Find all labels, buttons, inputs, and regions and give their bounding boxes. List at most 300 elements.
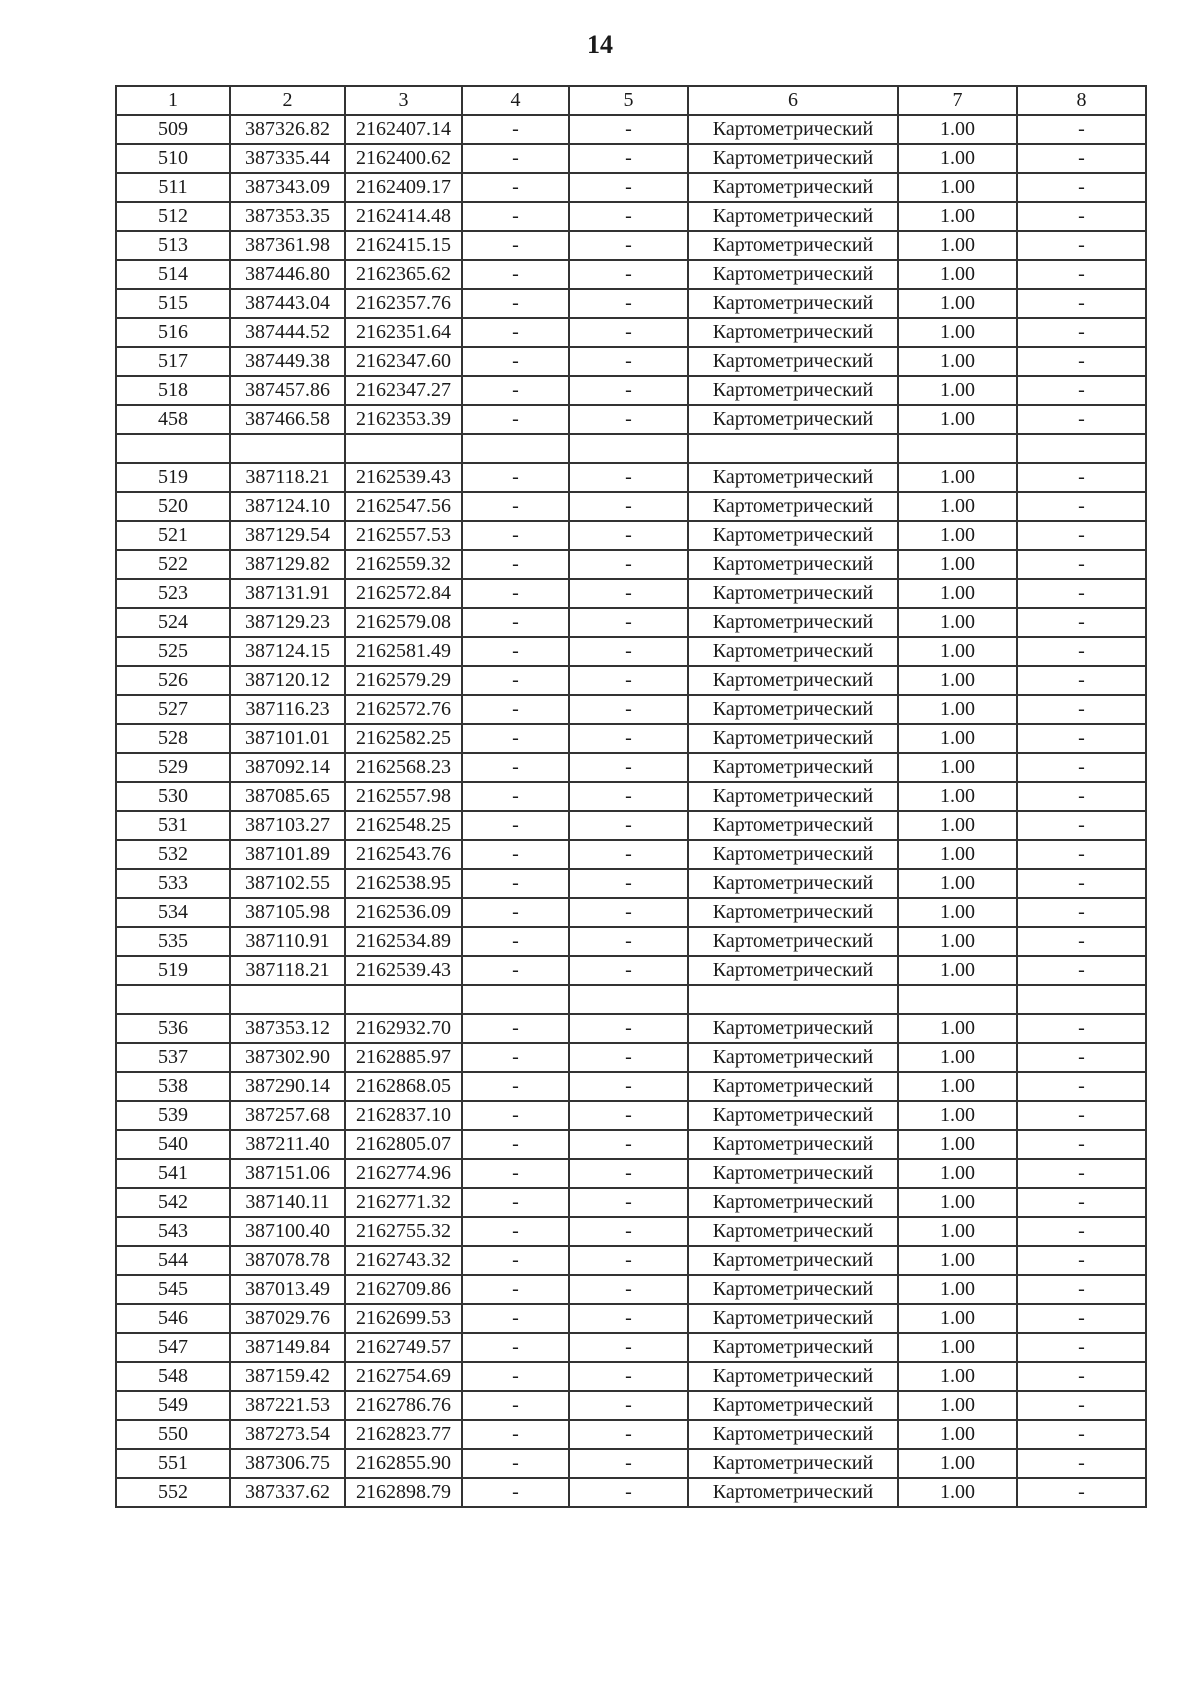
table-cell: - [1017, 956, 1146, 985]
table-cell: - [569, 1159, 688, 1188]
table-cell: - [569, 1130, 688, 1159]
table-cell: - [1017, 927, 1146, 956]
table-cell: 1.00 [898, 1304, 1017, 1333]
table-cell: 519 [116, 463, 230, 492]
table-cell: - [1017, 579, 1146, 608]
table-cell: 529 [116, 753, 230, 782]
table-cell: 2162572.76 [345, 695, 462, 724]
table-cell: - [1017, 1362, 1146, 1391]
table-cell: - [569, 289, 688, 318]
table-cell: - [1017, 1304, 1146, 1333]
table-cell: Картометрический [688, 115, 898, 144]
table-cell: - [1017, 753, 1146, 782]
table-cell: Картометрический [688, 869, 898, 898]
table-cell: - [569, 695, 688, 724]
table-cell: 513 [116, 231, 230, 260]
table-cell: 1.00 [898, 521, 1017, 550]
table-cell: - [569, 1275, 688, 1304]
column-header: 1 [116, 86, 230, 115]
table-separator-row [116, 985, 1146, 1014]
table-cell: - [569, 1304, 688, 1333]
table-cell: - [462, 840, 569, 869]
table-cell: 539 [116, 1101, 230, 1130]
table-cell: 533 [116, 869, 230, 898]
table-cell: 2162534.89 [345, 927, 462, 956]
table-cell: 525 [116, 637, 230, 666]
table-cell: - [569, 463, 688, 492]
table-row [116, 144, 1146, 173]
table-cell: 2162539.43 [345, 956, 462, 985]
table-cell: 544 [116, 1246, 230, 1275]
table-cell: - [1017, 1246, 1146, 1275]
table-cell: Картометрический [688, 579, 898, 608]
table-cell: 2162786.76 [345, 1391, 462, 1420]
table-row [116, 289, 1146, 318]
table-cell: - [569, 1072, 688, 1101]
table-cell: - [1017, 347, 1146, 376]
table-cell: - [462, 898, 569, 927]
table-cell: - [1017, 318, 1146, 347]
table-body [116, 115, 1146, 1507]
table-cell: 2162774.96 [345, 1159, 462, 1188]
table-cell [345, 434, 462, 463]
table-cell: 528 [116, 724, 230, 753]
table-cell: 2162547.56 [345, 492, 462, 521]
table-cell: - [462, 492, 569, 521]
table-cell: - [1017, 144, 1146, 173]
table-cell: 387029.76 [230, 1304, 345, 1333]
header-row [116, 86, 1146, 115]
table-cell: 2162699.53 [345, 1304, 462, 1333]
table-cell: 2162868.05 [345, 1072, 462, 1101]
table-cell: - [1017, 405, 1146, 434]
table-cell: - [462, 1333, 569, 1362]
coordinates-table [115, 85, 1147, 1508]
table-row [116, 115, 1146, 144]
table-cell: - [1017, 811, 1146, 840]
table-cell: 1.00 [898, 1362, 1017, 1391]
table-row [116, 1391, 1146, 1420]
table-cell: - [1017, 376, 1146, 405]
table-cell: 527 [116, 695, 230, 724]
table-row [116, 231, 1146, 260]
table-row [116, 463, 1146, 492]
table-cell: - [462, 318, 569, 347]
table-cell: 515 [116, 289, 230, 318]
table-cell: Картометрический [688, 927, 898, 956]
table-cell: - [462, 811, 569, 840]
table-cell: - [569, 869, 688, 898]
table-cell: Картометрический [688, 463, 898, 492]
table-cell: Картометрический [688, 753, 898, 782]
column-header: 2 [230, 86, 345, 115]
table-row [116, 1188, 1146, 1217]
table-row [116, 840, 1146, 869]
table-cell: 1.00 [898, 347, 1017, 376]
table-row [116, 376, 1146, 405]
table-cell: 387221.53 [230, 1391, 345, 1420]
table-row [116, 202, 1146, 231]
table-cell: 543 [116, 1217, 230, 1246]
table-cell: Картометрический [688, 724, 898, 753]
column-header: 6 [688, 86, 898, 115]
table-cell: - [462, 753, 569, 782]
table-cell: - [1017, 1072, 1146, 1101]
table-cell: 531 [116, 811, 230, 840]
table-cell: - [569, 144, 688, 173]
table-cell: 1.00 [898, 753, 1017, 782]
table-cell: - [462, 1188, 569, 1217]
table-cell: 387129.23 [230, 608, 345, 637]
table-cell: Картометрический [688, 550, 898, 579]
table-row [116, 1246, 1146, 1275]
table-cell: - [462, 1014, 569, 1043]
table-row [116, 898, 1146, 927]
table-cell: - [462, 1072, 569, 1101]
table-cell: - [462, 869, 569, 898]
table-cell: 523 [116, 579, 230, 608]
table-cell: 2162579.08 [345, 608, 462, 637]
table-cell: 535 [116, 927, 230, 956]
table-cell: - [569, 1478, 688, 1507]
table-cell: 458 [116, 405, 230, 434]
table-cell: Картометрический [688, 173, 898, 202]
table-cell: 387326.82 [230, 115, 345, 144]
table-cell: 2162805.07 [345, 1130, 462, 1159]
table-cell: Картометрический [688, 1188, 898, 1217]
table-cell: - [569, 260, 688, 289]
table-cell: 1.00 [898, 1246, 1017, 1275]
page-number: 14 [587, 30, 613, 59]
table-cell: 524 [116, 608, 230, 637]
table-cell: - [569, 1246, 688, 1275]
table-cell: - [1017, 666, 1146, 695]
table-cell [230, 985, 345, 1014]
table-cell: 387124.10 [230, 492, 345, 521]
table-row [116, 1420, 1146, 1449]
table-cell: 387100.40 [230, 1217, 345, 1246]
table-cell: - [1017, 260, 1146, 289]
table-cell: 1.00 [898, 1478, 1017, 1507]
table-cell: 2162365.62 [345, 260, 462, 289]
table-cell: - [569, 1362, 688, 1391]
table-cell: 387103.27 [230, 811, 345, 840]
table-cell: 2162557.53 [345, 521, 462, 550]
table-cell [230, 434, 345, 463]
table-cell: 1.00 [898, 1449, 1017, 1478]
table-cell: 387159.42 [230, 1362, 345, 1391]
table-cell: 1.00 [898, 173, 1017, 202]
table-cell: - [462, 1246, 569, 1275]
table-cell: 1.00 [898, 1333, 1017, 1362]
table-cell: 387013.49 [230, 1275, 345, 1304]
table-cell: - [569, 347, 688, 376]
table-cell: 387101.89 [230, 840, 345, 869]
table-row [116, 753, 1146, 782]
table-cell: 2162414.48 [345, 202, 462, 231]
table-cell: Картометрический [688, 1333, 898, 1362]
table-cell: 2162409.17 [345, 173, 462, 202]
table-cell: 2162898.79 [345, 1478, 462, 1507]
table-cell: Картометрический [688, 1130, 898, 1159]
table-cell: Картометрический [688, 1420, 898, 1449]
table-row [116, 666, 1146, 695]
table-cell: 1.00 [898, 1043, 1017, 1072]
table-cell: 546 [116, 1304, 230, 1333]
table-cell: - [569, 579, 688, 608]
table-cell: Картометрический [688, 695, 898, 724]
table-cell: 1.00 [898, 1014, 1017, 1043]
table-cell: 537 [116, 1043, 230, 1072]
table-cell: - [462, 695, 569, 724]
table-cell: - [1017, 463, 1146, 492]
table-cell: - [1017, 289, 1146, 318]
table-cell: 1.00 [898, 405, 1017, 434]
table-cell: 1.00 [898, 869, 1017, 898]
table-cell: 2162548.25 [345, 811, 462, 840]
table-cell [1017, 434, 1146, 463]
table-row [116, 956, 1146, 985]
table-cell: 552 [116, 1478, 230, 1507]
table-cell: Картометрический [688, 1478, 898, 1507]
table-cell: - [1017, 1188, 1146, 1217]
table-cell: 387092.14 [230, 753, 345, 782]
table-cell: 2162579.29 [345, 666, 462, 695]
table-cell: - [1017, 1478, 1146, 1507]
table-cell: 521 [116, 521, 230, 550]
table-cell: 517 [116, 347, 230, 376]
table-cell: - [1017, 840, 1146, 869]
table-cell: Картометрический [688, 608, 898, 637]
table-cell [1017, 985, 1146, 1014]
table-row [116, 521, 1146, 550]
table-cell: Картометрический [688, 782, 898, 811]
table-row [116, 492, 1146, 521]
table-cell: - [462, 521, 569, 550]
table-cell: 387102.55 [230, 869, 345, 898]
table-cell: - [462, 231, 569, 260]
table-cell: 1.00 [898, 1130, 1017, 1159]
table-row [116, 608, 1146, 637]
table-cell: 387457.86 [230, 376, 345, 405]
table-cell: 2162754.69 [345, 1362, 462, 1391]
table-cell: - [1017, 1420, 1146, 1449]
table-cell: - [1017, 1275, 1146, 1304]
table-cell: 1.00 [898, 289, 1017, 318]
table-cell: Картометрический [688, 376, 898, 405]
table-cell: 1.00 [898, 144, 1017, 173]
table-cell: - [569, 550, 688, 579]
table-cell: - [462, 376, 569, 405]
table-cell: - [569, 753, 688, 782]
table-cell: 1.00 [898, 927, 1017, 956]
table-cell: 2162581.49 [345, 637, 462, 666]
table-cell: - [1017, 1159, 1146, 1188]
table-cell: - [462, 1449, 569, 1478]
table-cell: 2162557.98 [345, 782, 462, 811]
table-cell: Картометрический [688, 144, 898, 173]
table-cell: Картометрический [688, 347, 898, 376]
table-row [116, 579, 1146, 608]
table-cell: 387078.78 [230, 1246, 345, 1275]
table-cell: 2162855.90 [345, 1449, 462, 1478]
table-cell: 2162568.23 [345, 753, 462, 782]
table-cell: 387302.90 [230, 1043, 345, 1072]
table-cell: Картометрический [688, 1275, 898, 1304]
table-cell: 1.00 [898, 1420, 1017, 1449]
table-cell: 387443.04 [230, 289, 345, 318]
table-cell: - [462, 782, 569, 811]
table-row [116, 811, 1146, 840]
table-cell: - [462, 1159, 569, 1188]
table-cell: 534 [116, 898, 230, 927]
table-row [116, 173, 1146, 202]
table-cell: - [462, 1101, 569, 1130]
table-cell: 387335.44 [230, 144, 345, 173]
table-cell: Картометрический [688, 666, 898, 695]
table-cell: 538 [116, 1072, 230, 1101]
table-cell [116, 985, 230, 1014]
table-cell: 1.00 [898, 724, 1017, 753]
table-cell: 1.00 [898, 695, 1017, 724]
table-cell: - [462, 637, 569, 666]
table-cell: 514 [116, 260, 230, 289]
table-cell: 1.00 [898, 956, 1017, 985]
table-cell: - [569, 811, 688, 840]
table-cell: - [569, 115, 688, 144]
table-cell: - [569, 898, 688, 927]
table-cell: - [569, 318, 688, 347]
table-cell: - [462, 347, 569, 376]
table-cell: Картометрический [688, 1072, 898, 1101]
column-header: 7 [898, 86, 1017, 115]
table-cell: 1.00 [898, 637, 1017, 666]
table-cell: 542 [116, 1188, 230, 1217]
table-cell: 1.00 [898, 231, 1017, 260]
table-cell: 1.00 [898, 666, 1017, 695]
table-cell: 511 [116, 173, 230, 202]
table-cell: 1.00 [898, 260, 1017, 289]
table-row [116, 1217, 1146, 1246]
table-cell: 2162536.09 [345, 898, 462, 927]
table-cell: 387129.54 [230, 521, 345, 550]
table-row [116, 782, 1146, 811]
table-row [116, 550, 1146, 579]
table-cell: - [569, 927, 688, 956]
table-cell: 1.00 [898, 1159, 1017, 1188]
table-cell: 2162823.77 [345, 1420, 462, 1449]
table-cell: - [462, 1130, 569, 1159]
table-cell: - [1017, 521, 1146, 550]
table-cell: Картометрический [688, 1101, 898, 1130]
table-cell: 387466.58 [230, 405, 345, 434]
table-cell: 387353.35 [230, 202, 345, 231]
table-row [116, 318, 1146, 347]
table-cell: - [1017, 550, 1146, 579]
table-cell: - [1017, 1014, 1146, 1043]
table-cell: - [1017, 869, 1146, 898]
table-cell: 2162559.32 [345, 550, 462, 579]
table-cell: - [1017, 724, 1146, 753]
table-cell: 387444.52 [230, 318, 345, 347]
column-header: 3 [345, 86, 462, 115]
table-cell: 1.00 [898, 376, 1017, 405]
table-cell: Картометрический [688, 956, 898, 985]
table-cell: - [569, 376, 688, 405]
table-cell: - [462, 550, 569, 579]
table-cell: Картометрический [688, 1217, 898, 1246]
table-cell: 540 [116, 1130, 230, 1159]
table-cell: 518 [116, 376, 230, 405]
table-cell: - [462, 260, 569, 289]
table-cell: 548 [116, 1362, 230, 1391]
table-cell: - [462, 405, 569, 434]
table-cell [688, 985, 898, 1014]
table-cell: - [569, 405, 688, 434]
table-cell: - [1017, 231, 1146, 260]
table-cell: 387353.12 [230, 1014, 345, 1043]
table-cell: 387101.01 [230, 724, 345, 753]
table-cell: 1.00 [898, 1275, 1017, 1304]
table-row [116, 1014, 1146, 1043]
table-cell: 387129.82 [230, 550, 345, 579]
table-cell: 2162709.86 [345, 1275, 462, 1304]
table-cell: 387118.21 [230, 956, 345, 985]
table-cell: 2162415.15 [345, 231, 462, 260]
table-cell: 2162749.57 [345, 1333, 462, 1362]
table-cell: 387257.68 [230, 1101, 345, 1130]
table-row [116, 724, 1146, 753]
table-cell: - [1017, 115, 1146, 144]
table-row [116, 405, 1146, 434]
table-cell: - [1017, 695, 1146, 724]
table-cell: - [462, 666, 569, 695]
table-cell: - [1017, 202, 1146, 231]
table-cell: 2162347.60 [345, 347, 462, 376]
table-cell: 509 [116, 115, 230, 144]
table-cell: 1.00 [898, 550, 1017, 579]
table-cell: Картометрический [688, 492, 898, 521]
table-cell: 547 [116, 1333, 230, 1362]
table-cell: 1.00 [898, 579, 1017, 608]
table-cell: - [462, 1362, 569, 1391]
table-row [116, 869, 1146, 898]
table-cell: - [569, 231, 688, 260]
table-row [116, 927, 1146, 956]
table-cell: - [1017, 782, 1146, 811]
table-cell: 1.00 [898, 492, 1017, 521]
table-cell: 387273.54 [230, 1420, 345, 1449]
table-cell: 2162357.76 [345, 289, 462, 318]
table-cell: 530 [116, 782, 230, 811]
table-cell: - [1017, 1130, 1146, 1159]
table-row [116, 695, 1146, 724]
table-cell: 2162347.27 [345, 376, 462, 405]
table-cell: 2162885.97 [345, 1043, 462, 1072]
table-cell: 2162932.70 [345, 1014, 462, 1043]
table-cell: - [569, 1101, 688, 1130]
table-cell: - [462, 202, 569, 231]
table-cell: - [569, 1043, 688, 1072]
table-cell: 2162743.32 [345, 1246, 462, 1275]
table-cell: - [1017, 1217, 1146, 1246]
table-cell: 519 [116, 956, 230, 985]
table-cell: 387446.80 [230, 260, 345, 289]
table-cell: 387343.09 [230, 173, 345, 202]
table-cell: - [462, 463, 569, 492]
table-cell: 516 [116, 318, 230, 347]
table-cell: 1.00 [898, 202, 1017, 231]
